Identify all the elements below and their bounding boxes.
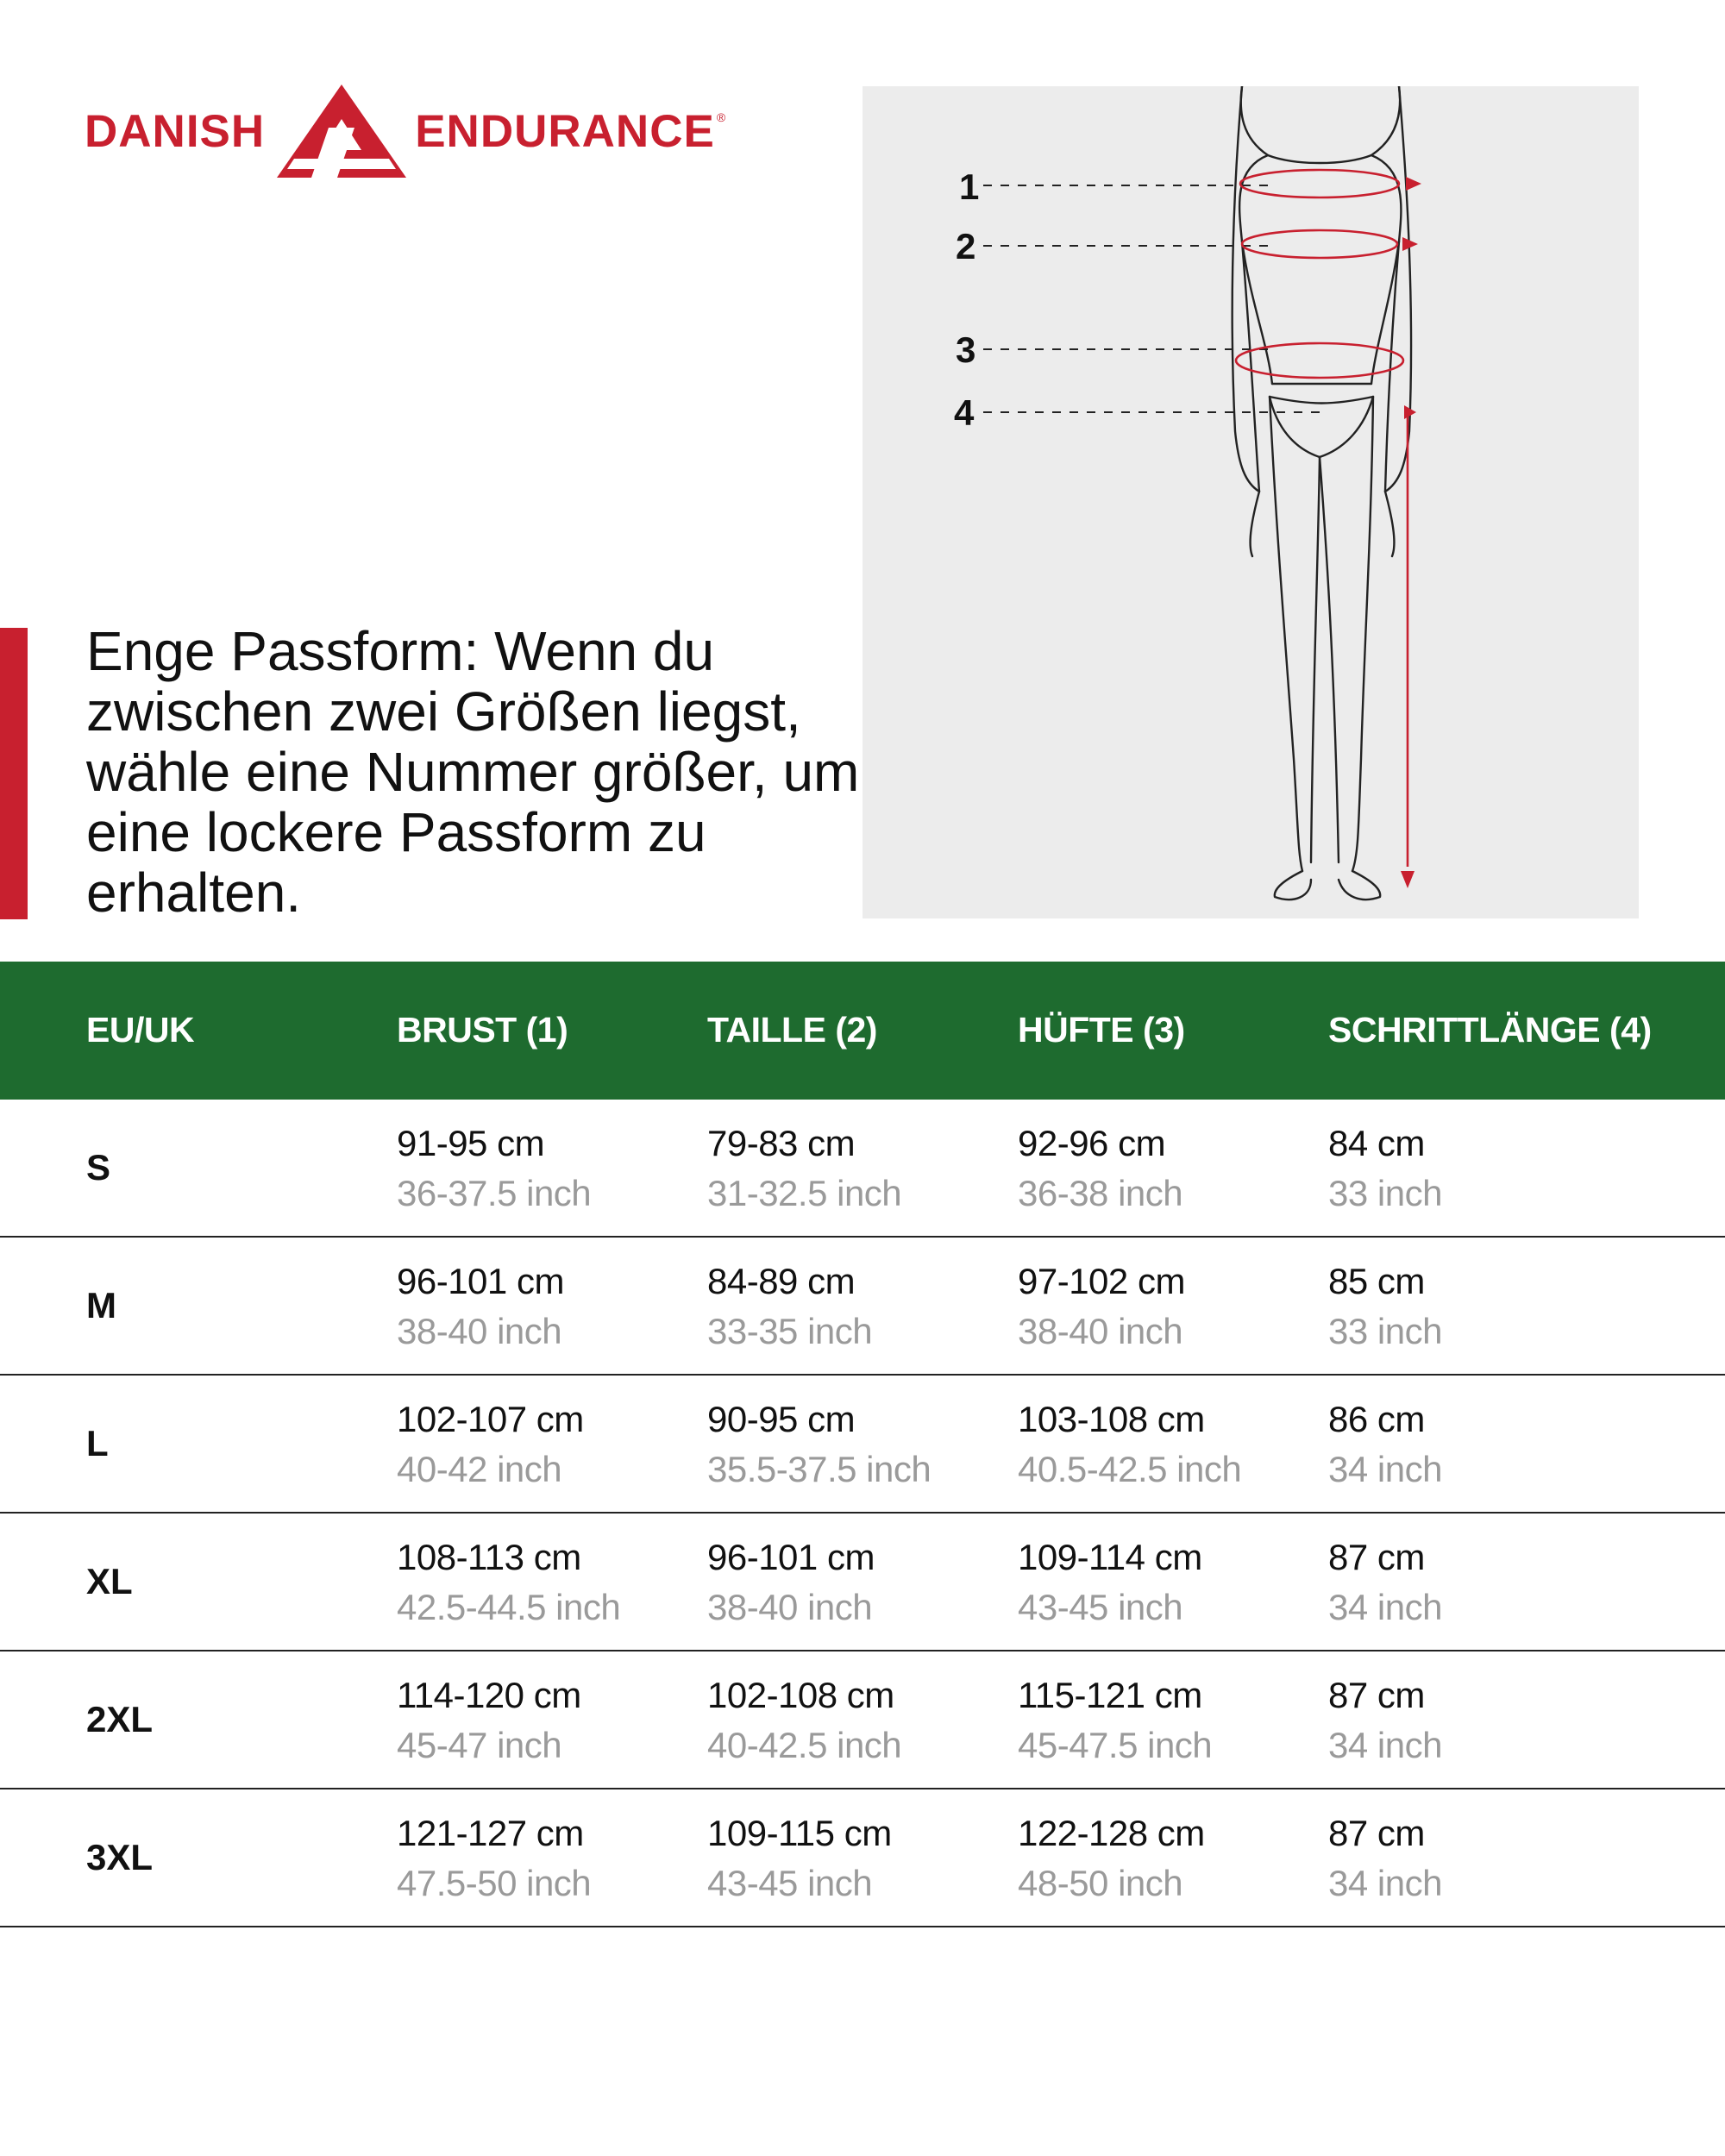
hip-cell [1018,1395,1241,1495]
cm-value: 102-107 cm [397,1399,584,1439]
cm-value: 79-83 cm [707,1123,856,1163]
chest-cell [397,1257,564,1357]
hip-cell [1018,1532,1202,1633]
header-waist: TAILLE (2) [707,1010,877,1050]
cm-value: 103-108 cm [1018,1399,1205,1439]
inch-value: 31-32.5 inch [707,1173,902,1213]
cm-value: 92-96 cm [1018,1123,1166,1163]
cm-value: 108-113 cm [397,1537,581,1577]
registered-mark: ® [716,110,726,124]
cm-value: 96-101 cm [707,1537,875,1577]
brand-name-left: DANISH [85,105,266,157]
cm-value: 87 cm [1328,1537,1425,1577]
cm-value: 96-101 cm [397,1261,564,1301]
marker-1-label: 1 [959,166,980,207]
inch-value: 34 inch [1328,1863,1442,1903]
inch-value: 35.5-37.5 inch [707,1449,932,1489]
inch-value: 40-42 inch [397,1449,562,1489]
size-chart-table [0,962,1725,1927]
marker-3-label: 3 [956,329,976,370]
cm-value: 109-114 cm [1018,1537,1202,1577]
waist-cell [707,1532,875,1633]
measurement-figure-panel [862,86,1639,918]
cm-value: 84-89 cm [707,1261,856,1301]
table-row [0,1238,1725,1376]
inch-value: 47.5-50 inch [397,1863,592,1903]
inch-value: 45-47.5 inch [1018,1725,1213,1765]
table-row [0,1514,1725,1651]
hip-cell [1018,1670,1212,1771]
inch-value: 45-47 inch [397,1725,562,1765]
size-label: XL [86,1561,133,1601]
table-row [0,1651,1725,1789]
table-header-row [0,962,1725,1100]
body-outline-illustration [862,86,1639,918]
size-label: L [86,1423,109,1463]
inch-value: 38-40 inch [707,1587,873,1627]
cm-value: 90-95 cm [707,1399,856,1439]
brand-mountain-icon [277,85,406,178]
chest-cell [397,1395,584,1495]
cm-value: 115-121 cm [1018,1675,1202,1715]
cm-value: 87 cm [1328,1675,1425,1715]
inch-value: 36-38 inch [1018,1173,1183,1213]
inseam-cell [1328,1532,1442,1633]
cm-value: 122-128 cm [1018,1813,1205,1853]
header-hip: HÜFTE (3) [1018,1010,1185,1050]
inch-value: 34 inch [1328,1725,1442,1765]
inch-value: 33-35 inch [707,1311,873,1351]
fit-note: Enge Passform: Wenn du zwischen zwei Größen liegst, wähle eine Nummer größer, um eine lockere Passform zu erhalten. [86,620,860,924]
size-label: M [86,1285,116,1326]
header-inseam: SCHRITTLÄNGE (4) [1328,1010,1652,1050]
size-label: 3XL [86,1837,154,1877]
cm-value: 87 cm [1328,1813,1425,1853]
table-row [0,1376,1725,1514]
waist-cell [707,1395,931,1495]
inseam-cell [1328,1119,1442,1219]
cm-value: 109-115 cm [707,1813,892,1853]
inseam-cell [1328,1257,1442,1357]
hip-cell [1018,1257,1185,1357]
inch-value: 48-50 inch [1018,1863,1183,1903]
cm-value: 84 cm [1328,1123,1425,1163]
inch-value: 40-42.5 inch [707,1725,902,1765]
inseam-cell [1328,1670,1442,1771]
chest-cell [397,1119,591,1219]
chest-cell [397,1532,620,1633]
table-row [0,1789,1725,1927]
cm-value: 97-102 cm [1018,1261,1185,1301]
waist-cell [707,1670,901,1771]
inch-value: 33 inch [1328,1311,1442,1351]
inch-value: 43-45 inch [707,1863,873,1903]
cm-value: 114-120 cm [397,1675,581,1715]
chest-cell [397,1808,591,1908]
hip-cell [1018,1119,1182,1219]
table-row [0,1100,1725,1238]
waist-cell [707,1257,872,1357]
cm-value: 102-108 cm [707,1675,894,1715]
brand-name-right: ENDURANCE [415,105,715,157]
cm-value: 121-127 cm [397,1813,584,1853]
inseam-cell [1328,1395,1442,1495]
marker-2-label: 2 [956,226,976,266]
inch-value: 38-40 inch [397,1311,562,1351]
marker-4-label: 4 [954,392,975,433]
header-chest: BRUST (1) [397,1010,568,1050]
inch-value: 40.5-42.5 inch [1018,1449,1242,1489]
inseam-cell [1328,1808,1442,1908]
inch-value: 34 inch [1328,1449,1442,1489]
size-label: 2XL [86,1699,154,1739]
waist-cell [707,1808,892,1908]
inch-value: 42.5-44.5 inch [397,1587,621,1627]
cm-value: 86 cm [1328,1399,1425,1439]
brand-logo [85,85,757,178]
inch-value: 34 inch [1328,1587,1442,1627]
chest-cell [397,1670,581,1771]
header-size: EU/UK [86,1010,195,1050]
cm-value: 85 cm [1328,1261,1425,1301]
accent-bar [0,628,28,919]
cm-value: 91-95 cm [397,1123,545,1163]
inch-value: 43-45 inch [1018,1587,1183,1627]
inch-value: 33 inch [1328,1173,1442,1213]
inch-value: 38-40 inch [1018,1311,1183,1351]
size-label: S [86,1147,111,1188]
hip-cell [1018,1808,1205,1908]
inch-value: 36-37.5 inch [397,1173,592,1213]
waist-cell [707,1119,901,1219]
